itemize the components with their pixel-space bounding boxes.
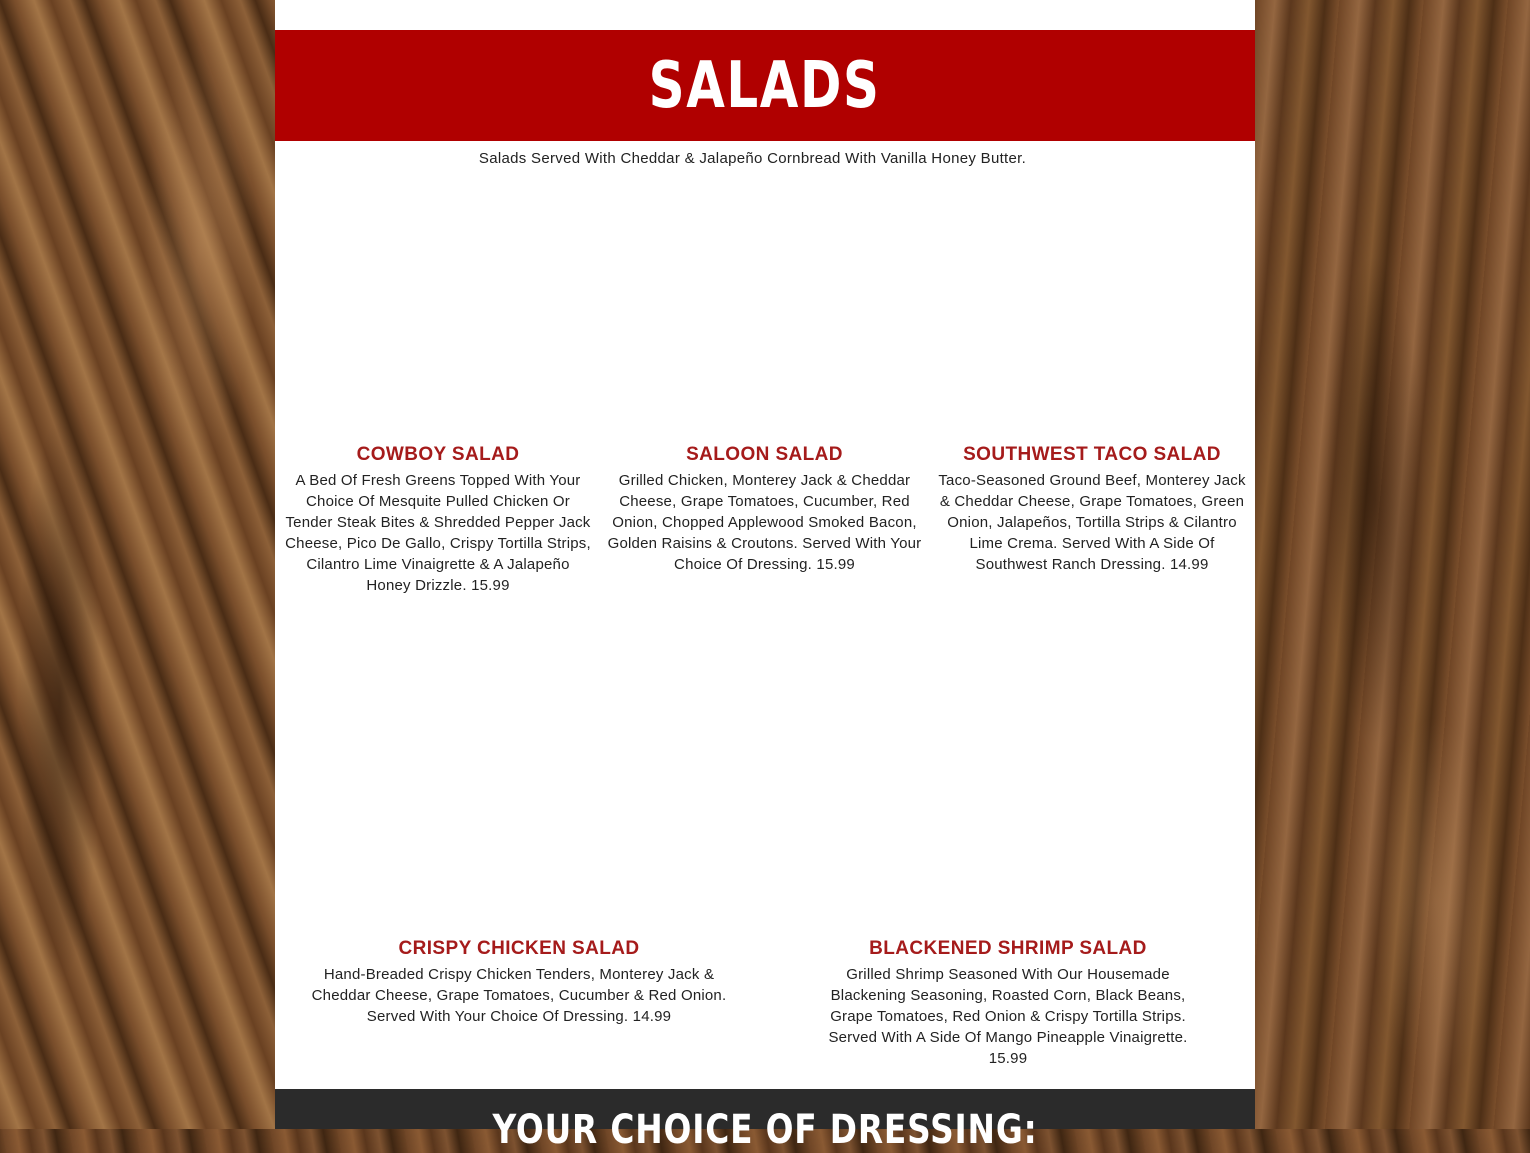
- menu-item-cowboy-salad[interactable]: [283, 190, 593, 596]
- item-image: [305, 684, 733, 938]
- item-title: COWBOY SALAD: [356, 444, 520, 465]
- menu-item-blackened-shrimp-salad[interactable]: [808, 684, 1208, 1069]
- dressing-heading: YOUR CHOICE OF DRESSING:: [492, 1107, 1038, 1153]
- menu-item-crispy-chicken-salad[interactable]: [305, 684, 733, 1027]
- dressing-section-bar: [275, 1089, 1255, 1153]
- item-description: Grilled Chicken, Monterey Jack & Cheddar Cheese, Grape Tomatoes, Cucumber, Red Onion, Chopped Applewood Smoked Bacon, Golden Raisins & Croutons. Served With Your Choice Of Dressing. 15.99: [607, 472, 922, 573]
- item-description: A Bed Of Fresh Greens Topped With Your Choice Of Mesquite Pulled Chicken Or Tender Steak Bites & Shredded Pepper Jack Cheese, Pico De Gallo, Crispy Tortilla Strips, Cilantro Lime Vinaigrette & A Jalapeño Honey Drizzle. 15.99: [285, 472, 591, 594]
- item-image: [607, 190, 922, 444]
- item-image: [283, 190, 593, 444]
- menu-item-saloon-salad[interactable]: [607, 190, 922, 575]
- item-description: Hand-Breaded Crispy Chicken Tenders, Monterey Jack & Cheddar Cheese, Grape Tomatoes, Cucumber & Red Onion. Served With Your Choice Of Dressing. 14.99: [311, 966, 727, 1025]
- item-title: SALOON SALAD: [686, 444, 843, 465]
- item-description: Grilled Shrimp Seasoned With Our Housemade Blackening Seasoning, Roasted Corn, Black Beans, Grape Tomatoes, Red Onion & Crispy Tortilla Strips. Served With A Side Of Mango Pineapple Vinaigrette. 15.99: [828, 966, 1188, 1067]
- item-title: SOUTHWEST TACO SALAD: [963, 444, 1221, 465]
- section-banner: [275, 30, 1255, 141]
- wood-background-right: [1255, 0, 1530, 1129]
- item-image: [808, 684, 1208, 938]
- menu-item-southwest-taco-salad[interactable]: [935, 190, 1249, 575]
- wood-background-left: [0, 0, 275, 1129]
- section-subtitle: Salads Served With Cheddar & Jalapeño Cornbread With Vanilla Honey Butter.: [478, 150, 1027, 167]
- section-title: SALADS: [649, 48, 881, 123]
- item-title: BLACKENED SHRIMP SALAD: [869, 938, 1147, 959]
- item-title: CRISPY CHICKEN SALAD: [398, 938, 640, 959]
- item-description: Taco-Seasoned Ground Beef, Monterey Jack & Cheddar Cheese, Grape Tomatoes, Green Onion, Jalapeños, Tortilla Strips & Cilantro Lime Crema. Served With A Side Of Southwest Ranch Dressing. 14.99: [938, 472, 1246, 573]
- menu-page: [275, 0, 1255, 1153]
- item-image: [935, 190, 1249, 444]
